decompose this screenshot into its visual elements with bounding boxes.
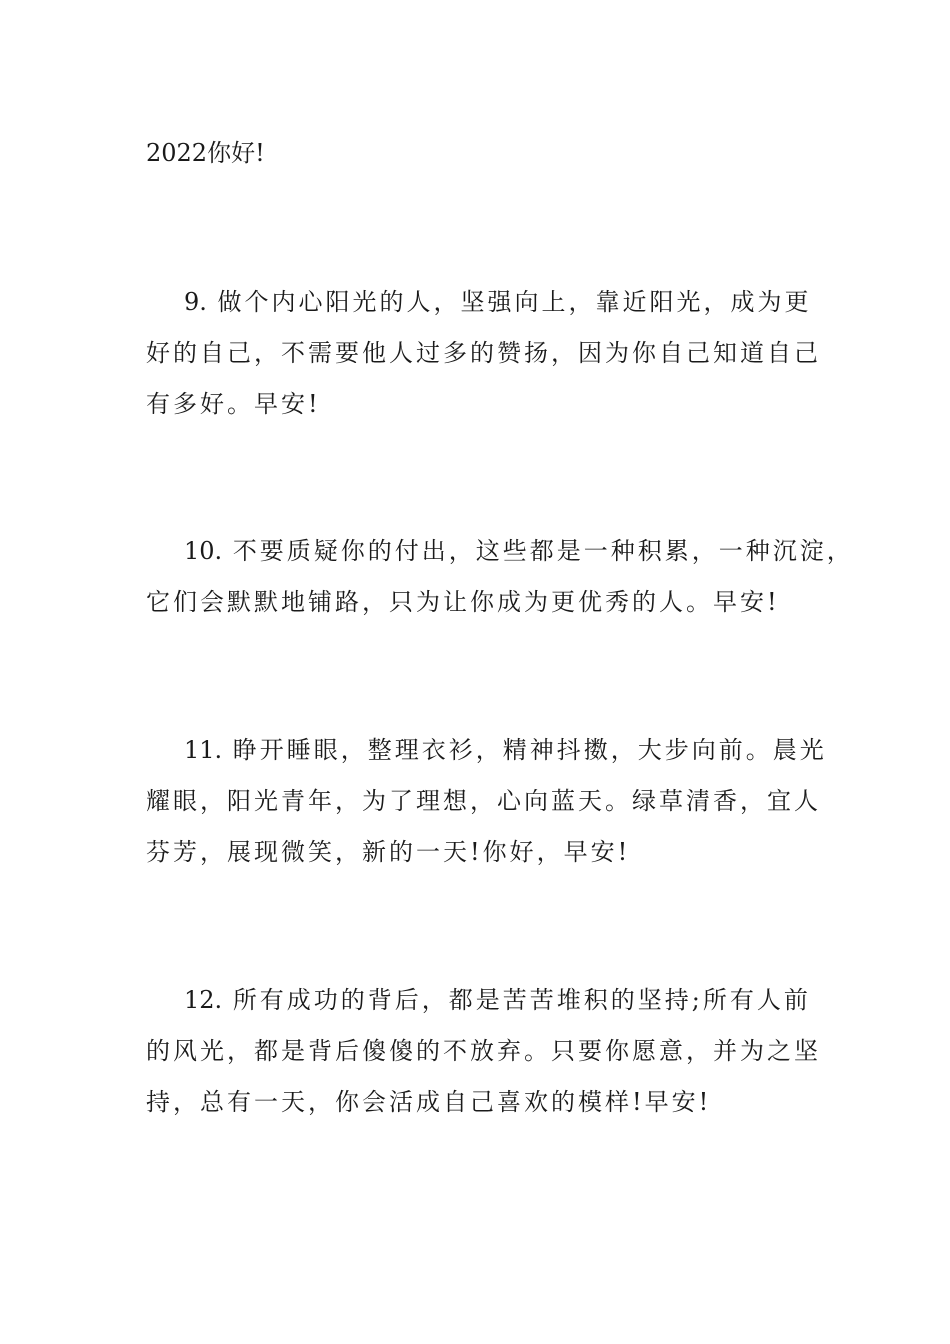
paragraph-line-text: 所有成功的背后，都是苦苦堆积的坚持;所有人前 <box>232 986 811 1014</box>
paragraph-number: 10. <box>184 537 223 565</box>
paragraph-line: 它们会默默地铺路，只为让你成为更优秀的人。早安! <box>146 588 780 616</box>
paragraph-first-line <box>184 735 827 765</box>
paragraph-number: 9. <box>184 288 207 316</box>
intro-line: 2022你好! <box>146 139 265 167</box>
paragraph-line: 的风光，都是背后傻傻的不放弃。只要你愿意，并为之坚 <box>146 1037 821 1065</box>
paragraph-line-text: 睁开睡眼，整理衣衫，精神抖擞，大步向前。晨光 <box>232 736 827 764</box>
paragraph-first-line <box>184 985 811 1015</box>
paragraph-first-line <box>184 536 854 566</box>
paragraph-line-text: 做个内心阳光的人，坚强向上，靠近阳光，成为更 <box>217 288 812 316</box>
paragraph-line: 好的自己，不需要他人过多的赞扬，因为你自己知道自己 <box>146 339 821 367</box>
paragraph-number: 11. <box>184 736 223 764</box>
paragraph-line: 持，总有一天，你会活成自己喜欢的模样!早安! <box>146 1088 712 1116</box>
paragraph-line: 耀眼，阳光青年，为了理想，心向蓝天。绿草清香，宜人 <box>146 787 821 815</box>
paragraph-first-line <box>184 287 812 317</box>
paragraph-line: 芬芳，展现微笑，新的一天!你好，早安! <box>146 838 631 866</box>
paragraph-line: 有多好。早安! <box>146 390 321 418</box>
paragraph-number: 12. <box>184 986 223 1014</box>
paragraph-line-text: 不要质疑你的付出，这些都是一种积累，一种沉淀， <box>232 537 854 565</box>
